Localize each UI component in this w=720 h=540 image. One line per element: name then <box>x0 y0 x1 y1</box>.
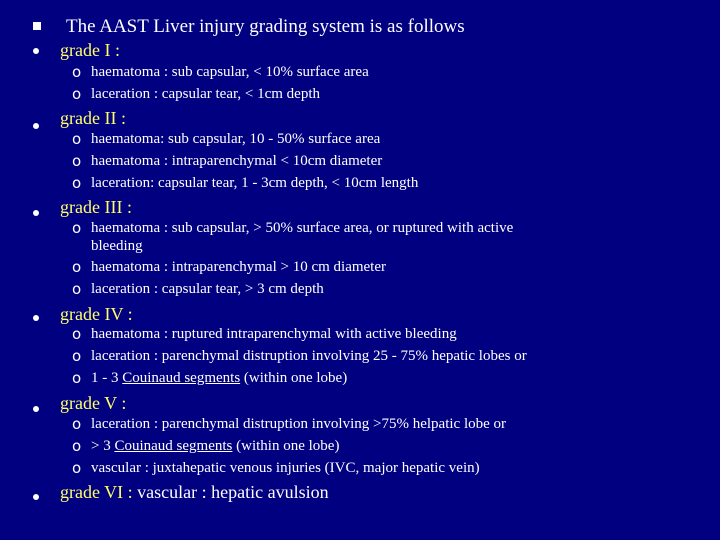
bullet-dot-icon <box>33 315 39 321</box>
sub-bullet-icon: o <box>72 347 82 365</box>
grade-3-item-1: haematoma : sub capsular, > 50% surface area, or ruptured with active <box>91 220 514 236</box>
sub-bullet-icon: o <box>72 152 82 170</box>
couinaud-segments-link[interactable]: Couinaud segments <box>122 370 241 386</box>
grade-5-item-3: vascular : juxtahepatic venous injuries (IVC, major hepatic vein) <box>91 460 480 476</box>
grade-2-item-1: haematoma: sub capsular, 10 - 50% surface area <box>91 131 381 147</box>
grade-3-item-3: laceration : capsular tear, > 3 cm depth <box>91 281 324 297</box>
sub-bullet-icon: o <box>72 459 82 477</box>
sub-bullet-icon: o <box>72 325 82 343</box>
grade-2-item-3: laceration: capsular tear, 1 - 3cm depth, < 10cm length <box>91 175 419 191</box>
grade-5-item-2 <box>91 438 339 455</box>
bullet-dot-icon <box>33 48 39 54</box>
sub-bullet-icon: o <box>72 63 82 81</box>
sub-bullet-icon: o <box>72 437 82 455</box>
grade-2-item-2: haematoma : intraparenchymal < 10cm diameter <box>91 153 383 169</box>
grade-1-heading: grade I : <box>60 40 120 60</box>
grade-5-heading: grade V : <box>60 393 127 413</box>
sub-bullet-icon: o <box>72 258 82 276</box>
grade-1-item-2: laceration : capsular tear, < 1cm depth <box>91 86 321 102</box>
sub-bullet-icon: o <box>72 219 82 237</box>
text-fragment: (within one lobe) <box>232 438 340 454</box>
grade-2-heading: grade II : <box>60 108 126 128</box>
slide-title: The AAST Liver injury grading system is as follows <box>66 16 465 37</box>
bullet-dot-icon <box>33 494 39 500</box>
sub-bullet-icon: o <box>72 130 82 148</box>
text-fragment: > 3 <box>91 438 115 454</box>
text-fragment: (within one lobe) <box>240 370 348 386</box>
grade-1-item-1: haematoma : sub capsular, < 10% surface area <box>91 64 369 80</box>
grade-3-item-1-continued: bleeding <box>91 238 143 254</box>
grade-6-heading <box>60 482 329 503</box>
grade-4-item-3 <box>91 370 347 387</box>
grade-4-heading: grade IV : <box>60 304 133 324</box>
text-fragment: 1 - 3 <box>91 370 123 386</box>
bullet-dot-icon <box>33 123 39 129</box>
sub-bullet-icon: o <box>72 174 82 192</box>
sub-bullet-icon: o <box>72 369 82 387</box>
sub-bullet-icon: o <box>72 280 82 298</box>
grade-5-item-1: laceration : parenchymal distruption involving >75% helpatic lobe or <box>91 416 507 432</box>
grade-4-item-1: haematoma : ruptured intraparenchymal with active bleeding <box>91 326 457 342</box>
sub-bullet-icon: o <box>72 415 82 433</box>
square-bullet-icon <box>33 22 41 30</box>
bullet-dot-icon <box>33 406 39 412</box>
grade-3-heading: grade III : <box>60 197 132 217</box>
sub-bullet-icon: o <box>72 85 82 103</box>
bullet-dot-icon <box>33 210 39 216</box>
grade-4-item-2: laceration : parenchymal distruption involving 25 - 75% hepatic lobes or <box>91 348 527 364</box>
grade-3-item-2: haematoma : intraparenchymal > 10 cm diameter <box>91 259 387 275</box>
couinaud-segments-link[interactable]: Couinaud segments <box>114 438 233 454</box>
grade-6-label: grade VI : <box>60 482 133 502</box>
grade-6-description: vascular : hepatic avulsion <box>132 482 329 502</box>
